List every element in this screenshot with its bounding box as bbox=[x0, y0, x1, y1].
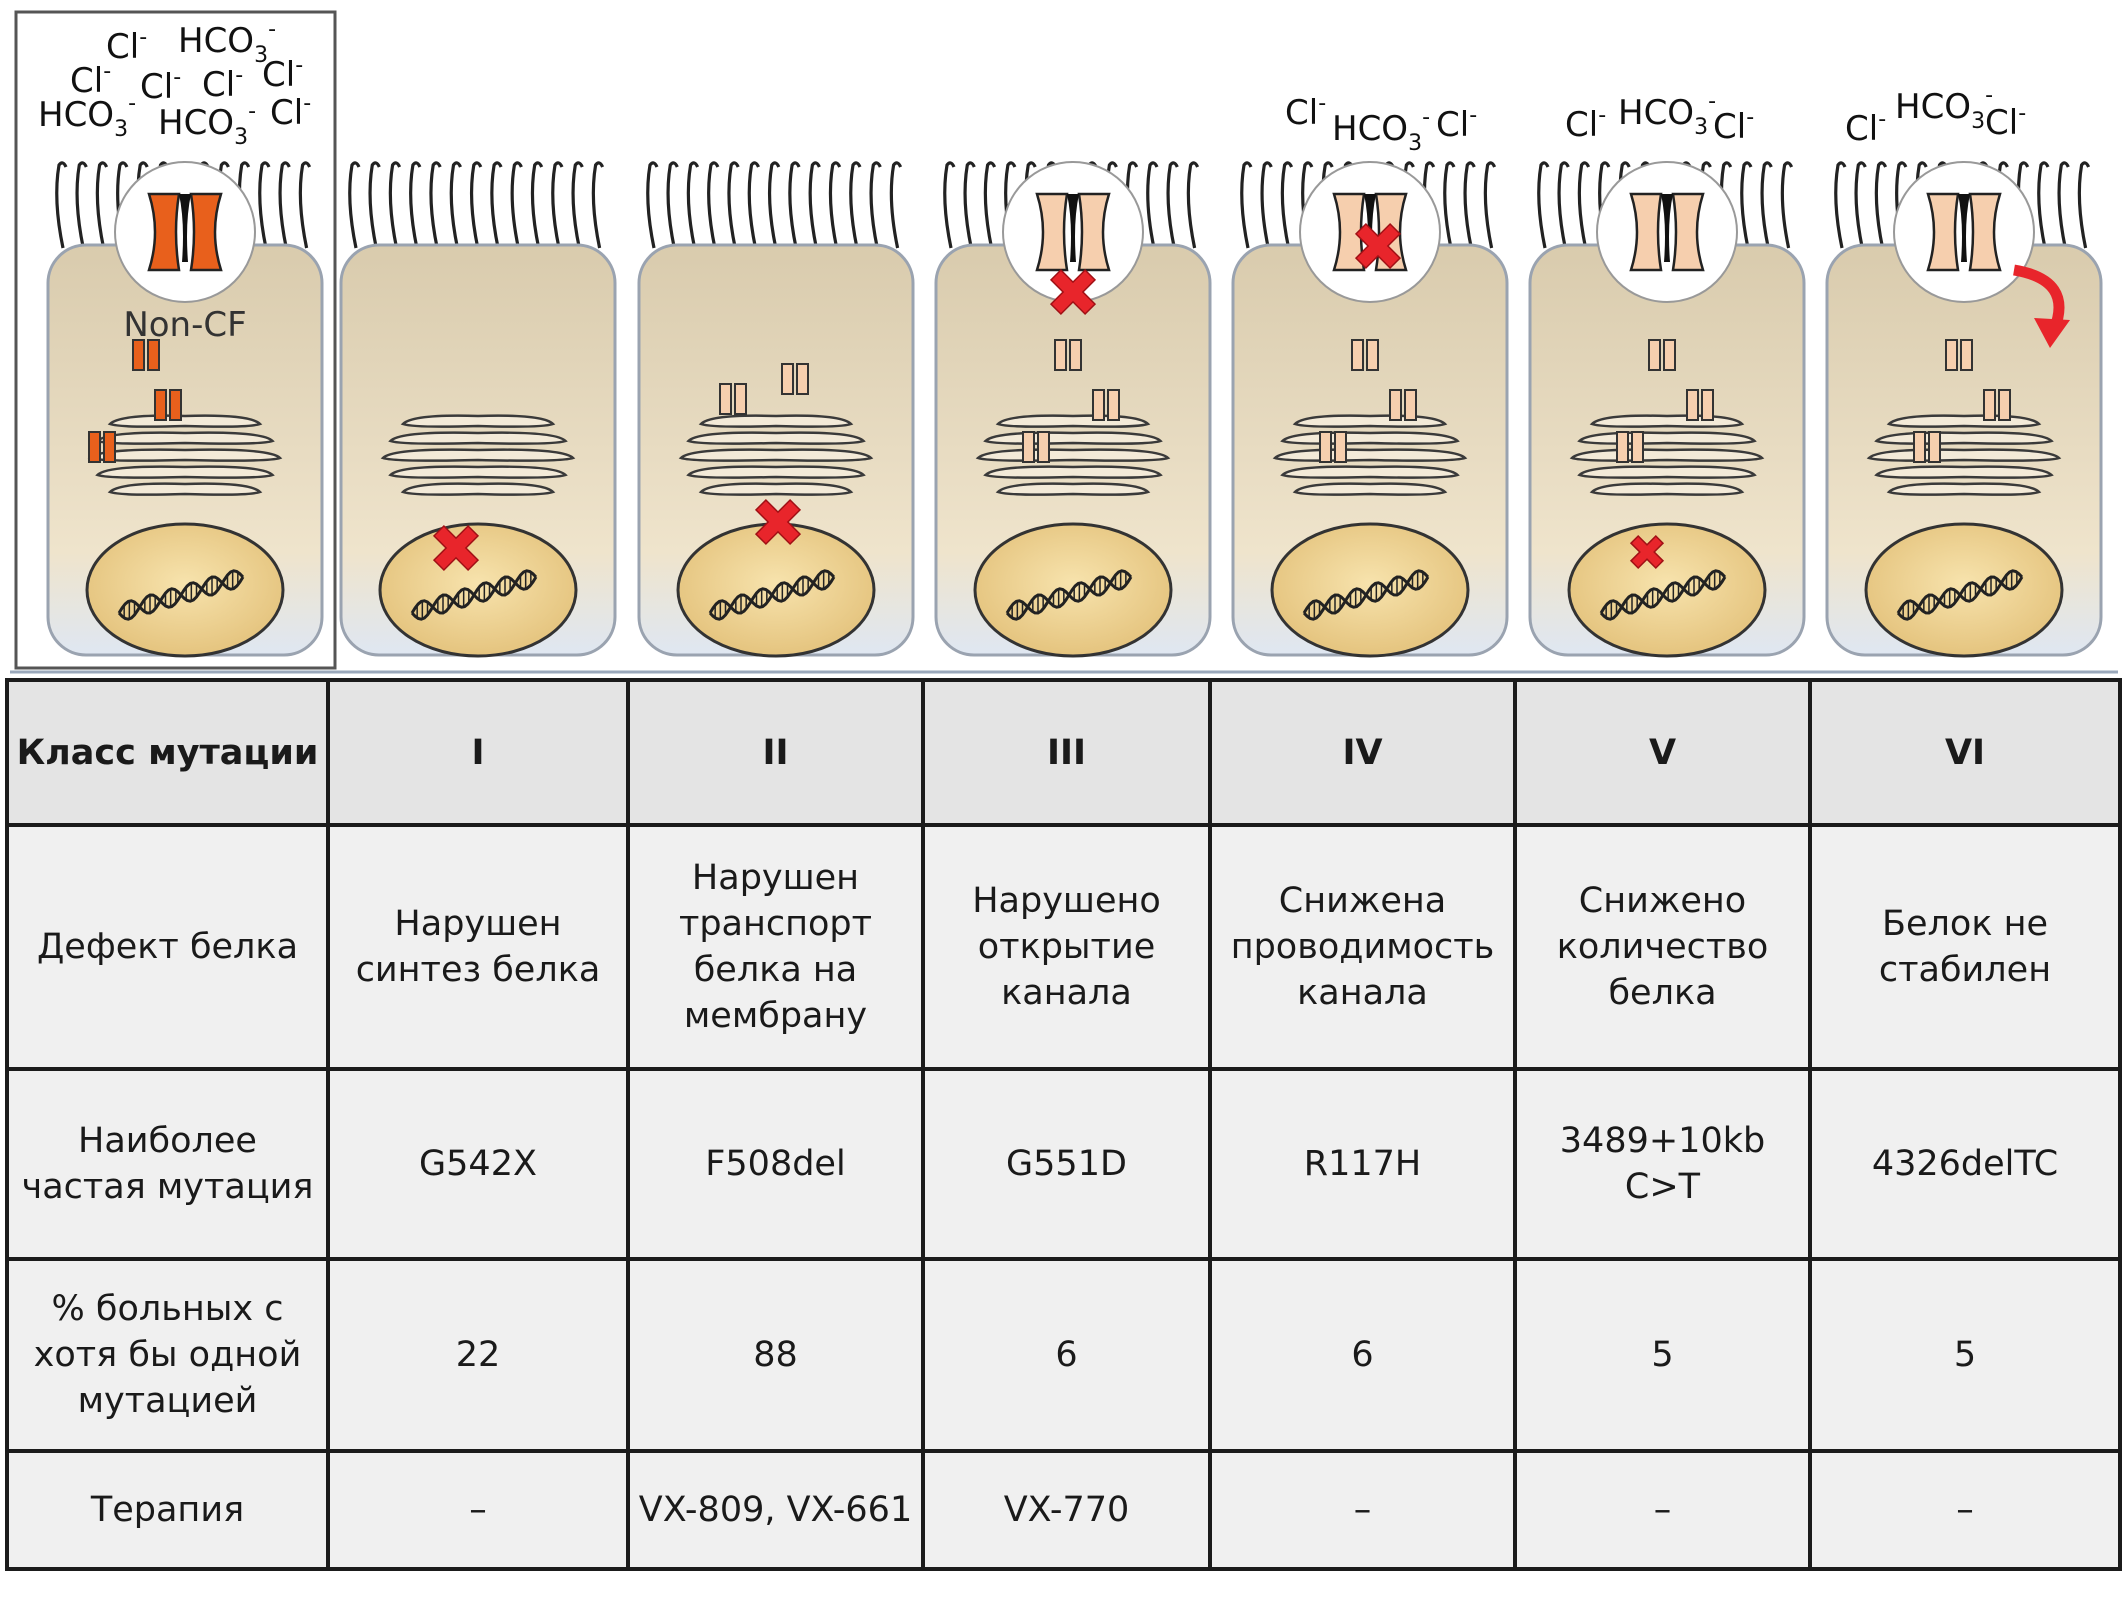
ion-bicarbonate: $HCO_3^-$ bbox=[38, 91, 137, 142]
row-label-mutation: Наиболее частая мутация bbox=[7, 1069, 328, 1259]
header-class-4: IV bbox=[1210, 680, 1515, 825]
golgi-cisterna bbox=[701, 416, 851, 427]
ion-chloride: Cl- bbox=[1565, 103, 1607, 145]
table-cell: VX-770 bbox=[923, 1451, 1210, 1569]
vesicle-channel bbox=[1664, 340, 1675, 370]
table-row bbox=[7, 1069, 2120, 1259]
table-cell: – bbox=[1210, 1451, 1515, 1569]
table-cell: 6 bbox=[923, 1259, 1210, 1451]
vesicle-channel bbox=[1984, 390, 1995, 420]
vesicle-channel bbox=[1702, 390, 1713, 420]
cilium bbox=[512, 163, 521, 248]
cilium bbox=[1836, 163, 1845, 248]
golgi-cisterna bbox=[1580, 433, 1755, 444]
golgi-cisterna bbox=[1283, 467, 1458, 478]
row-label-defect: Дефект белка bbox=[7, 825, 328, 1069]
header-class-3: III bbox=[923, 680, 1210, 825]
table-cell: 5 bbox=[1515, 1259, 1810, 1451]
table-row bbox=[7, 1451, 2120, 1569]
golgi-cisterna bbox=[98, 467, 273, 478]
golgi-cisterna bbox=[1877, 467, 2052, 478]
row-label-percent: % больных с хотя бы одной мутацией bbox=[7, 1259, 328, 1451]
cilium bbox=[350, 163, 359, 248]
golgi-cisterna bbox=[689, 467, 864, 478]
cilium bbox=[749, 163, 758, 248]
golgi-cisterna bbox=[978, 450, 1168, 461]
cell-class-1 bbox=[341, 0, 615, 656]
cilium bbox=[1148, 163, 1157, 248]
cilium bbox=[57, 163, 66, 248]
ion-bicarbonate: $HCO_3^-$ bbox=[158, 99, 257, 150]
golgi-cisterna bbox=[1592, 416, 1742, 427]
cilium bbox=[2039, 163, 2048, 248]
cilium bbox=[431, 163, 440, 248]
cilium bbox=[1485, 163, 1494, 248]
table-cell: Снижена проводимость канала bbox=[1210, 825, 1515, 1069]
cilium bbox=[553, 163, 562, 248]
golgi-cisterna bbox=[383, 450, 573, 461]
cilium bbox=[965, 163, 974, 248]
cilium bbox=[1262, 163, 1271, 248]
table-header-row bbox=[7, 680, 2120, 825]
golgi-cisterna bbox=[986, 433, 1161, 444]
golgi-cisterna bbox=[110, 484, 260, 495]
table-cell: VX-809, VX-661 bbox=[628, 1451, 923, 1569]
vesicle-channel bbox=[1108, 390, 1119, 420]
ion-chloride: Cl- bbox=[262, 53, 304, 95]
cell-class-3 bbox=[936, 0, 1210, 656]
table-cell: – bbox=[328, 1451, 628, 1569]
cell-class-4 bbox=[1233, 0, 1507, 656]
table-row bbox=[7, 1259, 2120, 1451]
cilium bbox=[790, 163, 799, 248]
golgi-cisterna bbox=[1580, 467, 1755, 478]
cilium bbox=[1762, 163, 1771, 248]
ion-chloride: Cl- bbox=[106, 25, 148, 67]
vesicle-channel bbox=[1070, 340, 1081, 370]
golgi-cisterna bbox=[403, 416, 553, 427]
ion-chloride: Cl- bbox=[1285, 91, 1327, 133]
golgi-cisterna bbox=[1295, 416, 1445, 427]
ion-chloride: Cl- bbox=[202, 63, 244, 105]
golgi-cisterna bbox=[1889, 484, 2039, 495]
header-class-1: I bbox=[328, 680, 628, 825]
ion-bicarbonate: $HCO_3^-$ bbox=[1332, 105, 1431, 156]
golgi-cisterna bbox=[98, 433, 273, 444]
cell-class-2 bbox=[639, 0, 913, 656]
cilium bbox=[810, 163, 819, 248]
cilium bbox=[390, 163, 399, 248]
cilium bbox=[451, 163, 460, 248]
row-label-therapy: Терапия bbox=[7, 1451, 328, 1569]
table-cell: R117H bbox=[1210, 1069, 1515, 1259]
cilium bbox=[77, 163, 86, 248]
golgi-cisterna bbox=[1295, 484, 1445, 495]
header-class-5: V bbox=[1515, 680, 1810, 825]
vesicle-channel bbox=[104, 432, 115, 462]
cilium bbox=[1465, 163, 1474, 248]
golgi-cisterna bbox=[391, 467, 566, 478]
table-cell: G551D bbox=[923, 1069, 1210, 1259]
cilium bbox=[472, 163, 481, 248]
cilium bbox=[492, 163, 501, 248]
cilium bbox=[891, 163, 900, 248]
golgi-cisterna bbox=[391, 433, 566, 444]
vesicle-channel bbox=[170, 390, 181, 420]
golgi-cisterna bbox=[1869, 450, 2059, 461]
ion-bicarbonate: $HCO_3^-$ bbox=[1895, 83, 1994, 134]
ion-chloride: Cl- bbox=[1713, 105, 1755, 147]
cftr-cell-diagram bbox=[0, 0, 2124, 678]
golgi-cisterna bbox=[1275, 450, 1465, 461]
cilium bbox=[260, 163, 269, 248]
cilium bbox=[593, 163, 602, 248]
cilium bbox=[871, 163, 880, 248]
golgi-cisterna bbox=[689, 433, 864, 444]
vesicle-channel bbox=[155, 390, 166, 420]
ion-chloride: Cl- bbox=[1985, 101, 2027, 143]
table-row bbox=[7, 825, 2120, 1069]
ion-chloride: Cl- bbox=[70, 59, 112, 101]
header-class-6: VI bbox=[1810, 680, 2120, 825]
non-cf-label: Non-CF bbox=[123, 305, 247, 345]
cilium bbox=[688, 163, 697, 248]
vesicle-channel bbox=[1617, 432, 1628, 462]
vesicle-channel bbox=[782, 364, 793, 394]
golgi-cisterna bbox=[681, 450, 871, 461]
vesicle-channel bbox=[735, 384, 746, 414]
ion-chloride: Cl- bbox=[1436, 103, 1478, 145]
vesicle-channel bbox=[89, 432, 100, 462]
golgi-cisterna bbox=[1877, 433, 2052, 444]
cilium bbox=[770, 163, 779, 248]
vesicle-channel bbox=[1390, 390, 1401, 420]
cilium bbox=[1242, 163, 1251, 248]
table-cell: – bbox=[1515, 1451, 1810, 1569]
vesicle-channel bbox=[1320, 432, 1331, 462]
vesicle-channel bbox=[1914, 432, 1925, 462]
golgi-cisterna bbox=[1572, 450, 1762, 461]
golgi-cisterna bbox=[701, 484, 851, 495]
cilium bbox=[1856, 163, 1865, 248]
ion-chloride: Cl- bbox=[270, 91, 312, 133]
cilium bbox=[668, 163, 677, 248]
table-cell: F508del bbox=[628, 1069, 923, 1259]
table-cell: Белок не стабилен bbox=[1810, 825, 2120, 1069]
cilium bbox=[1282, 163, 1291, 248]
cilium bbox=[1188, 163, 1197, 248]
ion-chloride: Cl- bbox=[140, 65, 182, 107]
vesicle-channel bbox=[1405, 390, 1416, 420]
table-cell: 3489+10kb C>T bbox=[1515, 1069, 1810, 1259]
cilium bbox=[709, 163, 718, 248]
cilium bbox=[1539, 163, 1548, 248]
cilium bbox=[1742, 163, 1751, 248]
ion-bicarbonate: $HCO_3^-$ bbox=[178, 17, 277, 68]
vesicle-channel bbox=[1038, 432, 1049, 462]
cilium bbox=[851, 163, 860, 248]
vesicle-channel bbox=[720, 384, 731, 414]
header-class-label: Класс мутации bbox=[7, 680, 328, 825]
table-cell: Снижено количество белка bbox=[1515, 825, 1810, 1069]
vesicle-channel bbox=[1093, 390, 1104, 420]
cilium bbox=[1445, 163, 1454, 248]
cilium bbox=[985, 163, 994, 248]
golgi-cisterna bbox=[1889, 416, 2039, 427]
cilium bbox=[729, 163, 738, 248]
header-class-2: II bbox=[628, 680, 923, 825]
cilium bbox=[2059, 163, 2068, 248]
cilium bbox=[648, 163, 657, 248]
table-cell: 22 bbox=[328, 1259, 628, 1451]
golgi-cisterna bbox=[110, 416, 260, 427]
cilium bbox=[300, 163, 309, 248]
table-cell: Нарушен транспорт белка на мембрану bbox=[628, 825, 923, 1069]
vesicle-channel bbox=[1649, 340, 1660, 370]
table-cell: G542X bbox=[328, 1069, 628, 1259]
golgi-cisterna bbox=[1283, 433, 1458, 444]
vesicle-channel bbox=[797, 364, 808, 394]
table-cell: Нарушен синтез белка bbox=[328, 825, 628, 1069]
table-cell: 5 bbox=[1810, 1259, 2120, 1451]
vesicle-channel bbox=[1999, 390, 2010, 420]
cilium bbox=[280, 163, 289, 248]
cilium bbox=[945, 163, 954, 248]
cilium bbox=[1579, 163, 1588, 248]
table-cell: 4326delTC bbox=[1810, 1069, 2120, 1259]
golgi-cisterna bbox=[90, 450, 280, 461]
cilium bbox=[370, 163, 379, 248]
vesicle-channel bbox=[1023, 432, 1034, 462]
vesicle-channel bbox=[1055, 340, 1066, 370]
cilium bbox=[830, 163, 839, 248]
table-cell: 6 bbox=[1210, 1259, 1515, 1451]
golgi-cisterna bbox=[998, 416, 1148, 427]
ion-bicarbonate: $HCO_3^-$ bbox=[1618, 89, 1717, 140]
vesicle-channel bbox=[1632, 432, 1643, 462]
vesicle-channel bbox=[1687, 390, 1698, 420]
golgi-cisterna bbox=[403, 484, 553, 495]
vesicle-channel bbox=[1367, 340, 1378, 370]
table-cell: 88 bbox=[628, 1259, 923, 1451]
cilium bbox=[1782, 163, 1791, 248]
ion-chloride: Cl- bbox=[1845, 107, 1887, 149]
vesicle-channel bbox=[1946, 340, 1957, 370]
golgi-cisterna bbox=[986, 467, 1161, 478]
cilium bbox=[411, 163, 420, 248]
golgi-cisterna bbox=[1592, 484, 1742, 495]
cilium bbox=[532, 163, 541, 248]
vesicle-channel bbox=[1335, 432, 1346, 462]
cilium bbox=[97, 163, 106, 248]
cilium bbox=[573, 163, 582, 248]
cilium bbox=[1559, 163, 1568, 248]
cilium bbox=[1168, 163, 1177, 248]
table-cell: – bbox=[1810, 1451, 2120, 1569]
mutation-class-table bbox=[5, 678, 2122, 1571]
table-cell: Нарушено открытие канала bbox=[923, 825, 1210, 1069]
vesicle-channel bbox=[1961, 340, 1972, 370]
cilium bbox=[1876, 163, 1885, 248]
golgi-cisterna bbox=[998, 484, 1148, 495]
cilium bbox=[2079, 163, 2088, 248]
vesicle-channel bbox=[1929, 432, 1940, 462]
vesicle-channel bbox=[1352, 340, 1363, 370]
